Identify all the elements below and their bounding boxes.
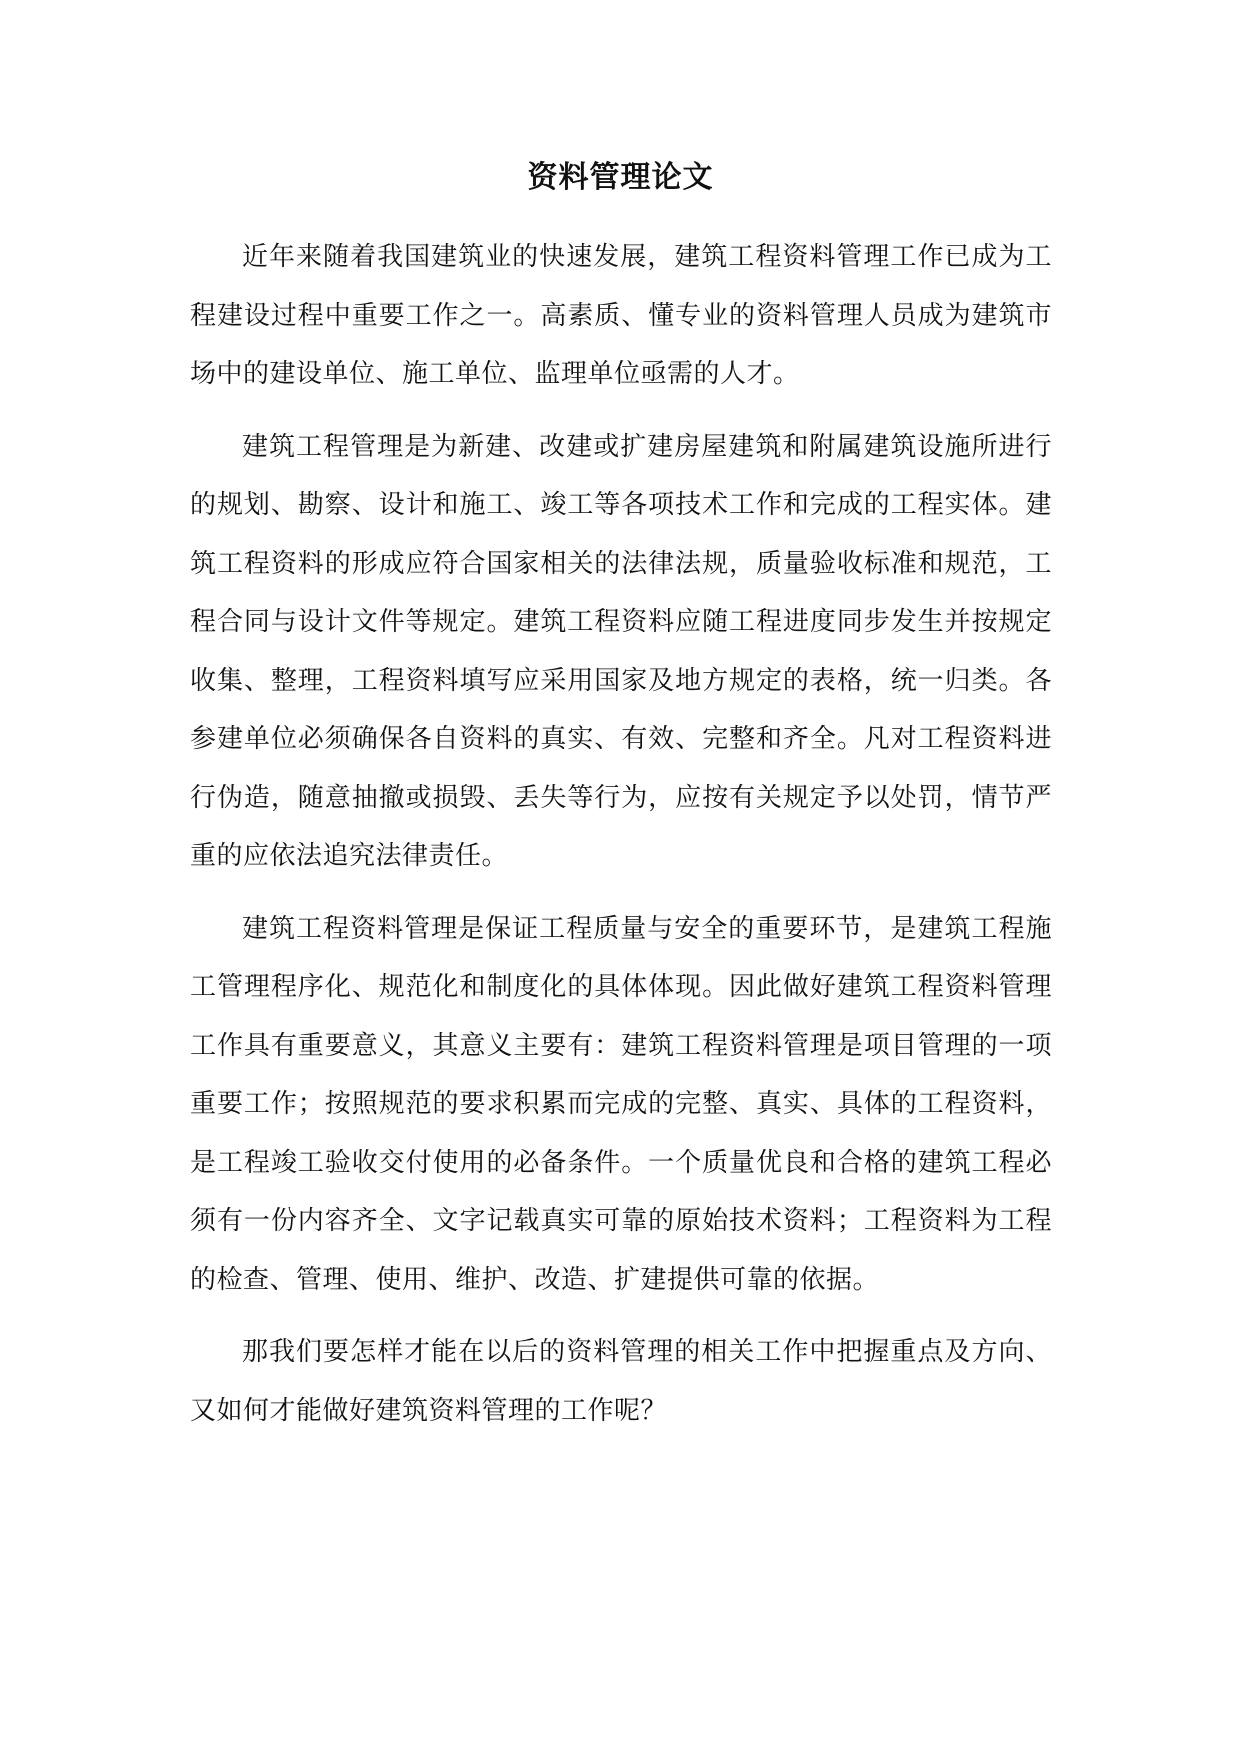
paragraph-4: 那我们要怎样才能在以后的资料管理的相关工作中把握重点及方向、又如何才能做好建筑资料管理的工作呢？ xyxy=(190,1337,1052,1426)
paragraph-3: 建筑工程资料管理是保证工程质量与安全的重要环节，是建筑工程施工管理程序化、规范化和制度化的具体体现。因此做好建筑工程资料管理工作具有重要意义，其意义主要有：建筑工程资料管理是项目管理的一项重要工作；按照规范的要求积累而完成的完整、真实、具体的工程资料，是工程竣工验收交付使用的必备条件。一个质量优良和合格的建筑工程必须有一份内容齐全、文字记载真实可靠的原始技术资料；工程资料为工程的检查、管理、使用、维护、改造、扩建提供可靠的依据。 xyxy=(190,913,1052,1295)
document-body xyxy=(190,228,1052,1454)
document-title: 资料管理论文 xyxy=(527,160,714,195)
paragraph-1: 近年来随着我国建筑业的快速发展，建筑工程资料管理工作已成为工程建设过程中重要工作之一。高素质、懂专业的资料管理人员成为建筑市场中的建设单位、施工单位、监理单位亟需的人才。 xyxy=(190,242,1052,389)
paragraph-2: 建筑工程管理是为新建、改建或扩建房屋建筑和附属建筑设施所进行的规划、勘察、设计和施工、竣工等各项技术工作和完成的工程实体。建筑工程资料的形成应符合国家相关的法律法规，质量验收标准和规范，工程合同与设计文件等规定。建筑工程资料应随工程进度同步发生并按规定收集、整理，工程资料填写应采用国家及地方规定的表格，统一归类。各参建单位必须确保各自资料的真实、有效、完整和齐全。凡对工程资料进行伪造，随意抽撤或损毁、丢失等行为，应按有关规定予以处罚，情节严重的应依法追究法律责任。 xyxy=(190,431,1052,871)
